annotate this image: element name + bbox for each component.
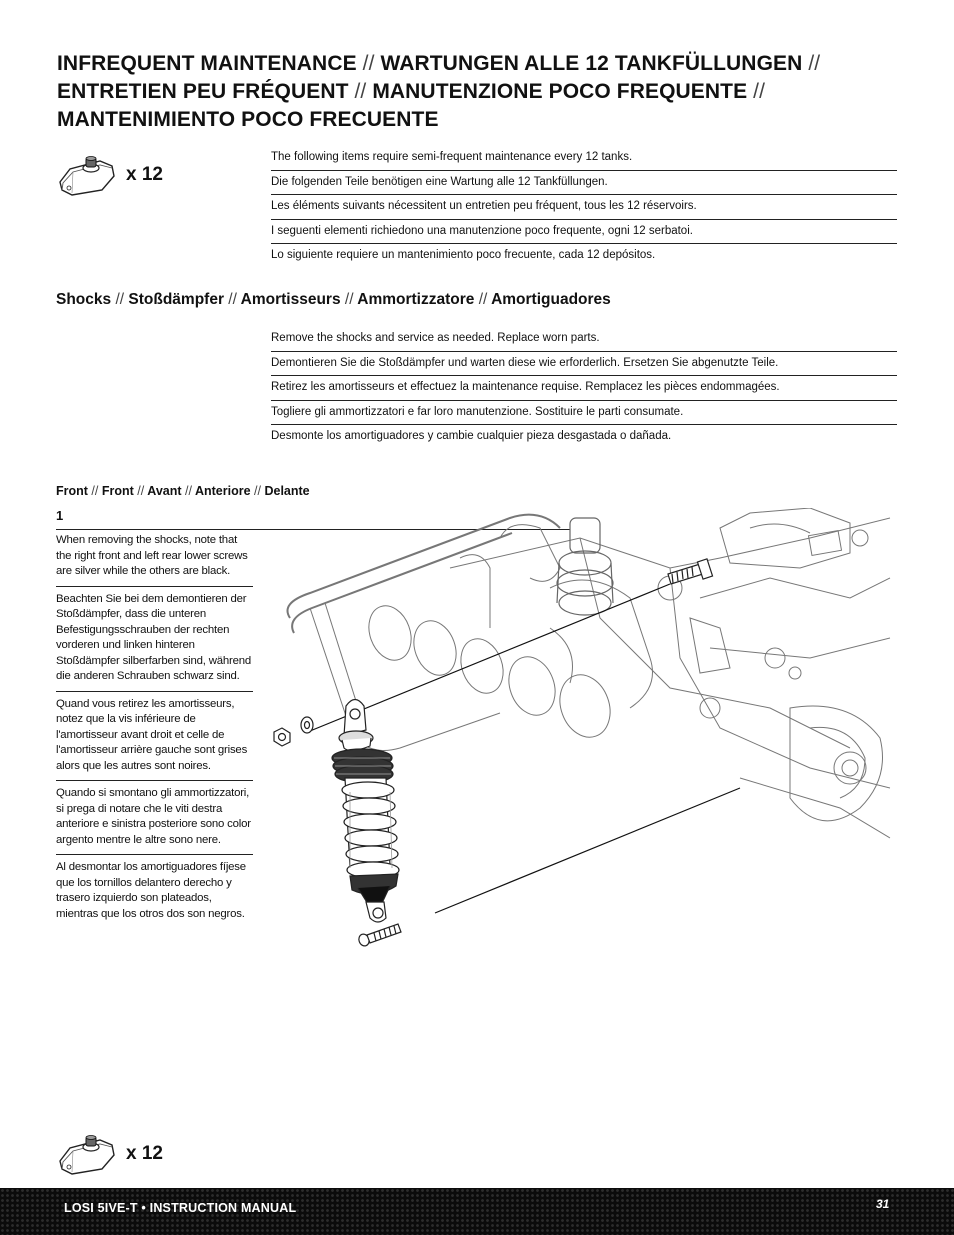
- intro-line-es: Lo siguiente requiere un mantenimiento poco frecuente, cada 12 depósitos.: [271, 249, 656, 261]
- shocks-heading: [56, 291, 611, 309]
- intro-line-de: Die folgenden Teile benötigen eine Wartung alle 12 Tankfüllungen.: [271, 171, 897, 196]
- heading-separator: //: [137, 484, 145, 498]
- shocks-heading-de: Stoßdämpfer: [128, 291, 224, 308]
- front-heading-de: Front: [101, 484, 134, 498]
- shocks-line-fr: Retirez les amortisseurs et effectuez la maintenance requise. Remplacez les pièces endommagées.: [271, 376, 897, 401]
- title-separator: //: [753, 80, 766, 103]
- note-es: Al desmontar los amortiguadores fíjese que los tornillos delantero derecho y trasero izquierdo son plateados, mientras que los otros dos son negros.: [56, 861, 246, 920]
- step-number: 1: [56, 508, 64, 523]
- title-separator: //: [362, 52, 375, 75]
- manual-title: LOSI 5IVE-T • INSTRUCTION MANUAL: [64, 1201, 297, 1215]
- heading-separator: //: [91, 484, 99, 498]
- page-title: [57, 50, 917, 134]
- heading-separator: //: [344, 291, 354, 308]
- front-heading: [56, 484, 310, 498]
- title-es: MANTENIMIENTO POCO FRECUENTE: [57, 108, 439, 131]
- step-notes: [56, 533, 253, 933]
- title-de: WARTUNGEN ALLE 12 TANKFÜLLUNGEN: [380, 52, 803, 75]
- heading-separator: //: [254, 484, 261, 498]
- shocks-line-de: Demontieren Sie die Stoßdämpfer und warten diese wie erforderlich. Ersetzen Sie abgenutzte Teile.: [271, 352, 897, 377]
- title-separator: //: [354, 80, 367, 103]
- intro-text-block: [271, 146, 897, 268]
- shocks-heading-fr: Amortisseurs: [240, 291, 341, 308]
- front-shock-removal-diagram: [250, 508, 898, 958]
- shocks-heading-es: Amortiguadores: [491, 291, 611, 308]
- heading-separator: //: [185, 484, 192, 498]
- title-en: INFREQUENT MAINTENANCE: [57, 52, 357, 75]
- note-de: Beachten Sie bei dem demontieren der Stoßdämpfer, dass die unteren Befestigungsschrauben der rechten vorderen und linken hinteren Stoßdämpfer silberfarben sind, während die anderen Schrauben schwarz sind.: [56, 592, 253, 692]
- title-it: MANUTENZIONE POCO FREQUENTE: [372, 80, 748, 103]
- intro-line-fr: Les éléments suivants nécessitent un entretien peu fréquent, tous les 12 réservoirs.: [271, 195, 897, 220]
- note-en: When removing the shocks, note that the right front and left rear lower screws are silver while the others are black.: [56, 533, 253, 587]
- heading-separator: //: [478, 291, 488, 308]
- front-heading-it: Anteriore: [194, 484, 251, 498]
- shocks-line-en: Remove the shocks and service as needed. Replace worn parts.: [271, 327, 897, 352]
- note-fr: Quand vous retirez les amortisseurs, notez que la vis inférieure de l'amortisseur avant droit et celle de l'amortisseur arrière gauche sont grises alors que les autres sont noires.: [56, 697, 253, 782]
- page-footer: [0, 1188, 954, 1235]
- shocks-text-block: [271, 327, 897, 449]
- fuel-tank-icon: [56, 152, 118, 196]
- intro-line-en: The following items require semi-frequent maintenance every 12 tanks.: [271, 146, 897, 171]
- front-heading-fr: Avant: [147, 484, 182, 498]
- tank-count: x 12: [126, 164, 163, 185]
- page-number: 31: [876, 1197, 890, 1211]
- tank-count: x 12: [126, 1143, 163, 1164]
- front-heading-en: Front: [56, 484, 88, 498]
- fuel-tank-icon: [56, 1131, 118, 1175]
- title-separator: //: [808, 52, 821, 75]
- heading-separator: //: [228, 291, 237, 308]
- heading-separator: //: [115, 291, 125, 308]
- shocks-heading-it: Ammortizzatore: [357, 291, 475, 308]
- shocks-line-it: Togliere gli ammortizzatori e far loro manutenzione. Sostituire le parti consumate.: [271, 401, 897, 426]
- shocks-line-es: Desmonte los amortiguadores y cambie cualquier pieza desgastada o dañada.: [271, 430, 672, 442]
- note-it: Quando si smontano gli ammortizzatori, si prega di notare che le viti destra anteriore e sinistra posteriore sono color argento mentre le altre sono nere.: [56, 786, 253, 855]
- front-heading-es: Delante: [264, 484, 310, 498]
- intro-line-it: I seguenti elementi richiedono una manutenzione poco frequente, ogni 12 serbatoi.: [271, 220, 897, 245]
- shocks-heading-en: Shocks: [56, 291, 112, 308]
- title-fr: ENTRETIEN PEU FRÉQUENT: [57, 80, 349, 103]
